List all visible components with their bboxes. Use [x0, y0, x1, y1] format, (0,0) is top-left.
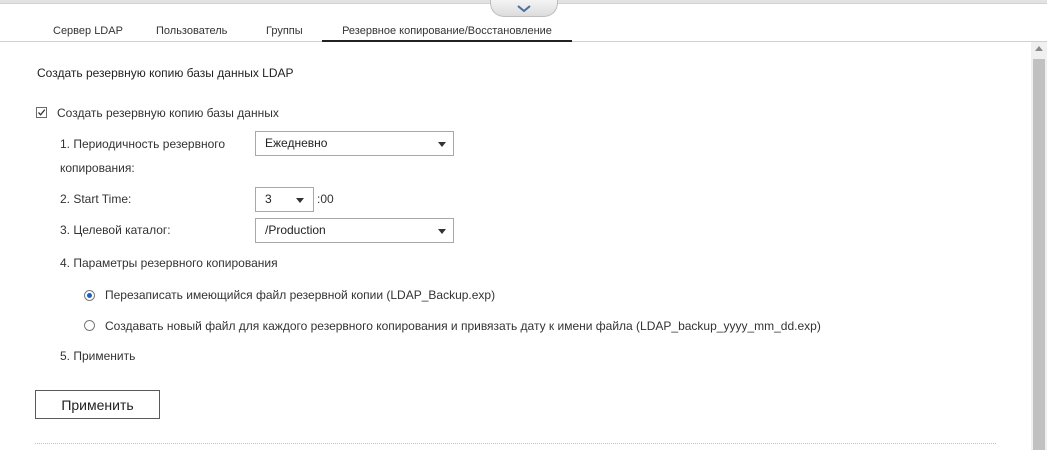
overwrite-radio[interactable]: [84, 290, 95, 301]
overwrite-option-label[interactable]: Перезаписать имеющийся файл резервной копии (LDAP_Backup.exp): [105, 288, 496, 302]
frequency-select[interactable]: [255, 131, 454, 156]
chevron-down-icon: [517, 5, 531, 13]
tab-groups[interactable]: Группы: [266, 25, 303, 37]
frequency-value: Ежедневно: [265, 136, 328, 150]
tab-backup-restore[interactable]: Резервное копирование/Восстановление: [322, 25, 572, 42]
frequency-label-line1: 1. Периодичность резервного: [60, 137, 226, 151]
section-title: Создать резервную копию базы данных LDAP: [37, 66, 294, 80]
radio-selected-dot: [87, 293, 92, 298]
vertical-scrollbar[interactable]: [1031, 42, 1047, 450]
collapse-panel-button[interactable]: [490, 0, 558, 17]
tab-bar: [0, 22, 1047, 42]
dropdown-arrow-icon: [296, 198, 304, 203]
new-file-option-label[interactable]: Создавать новый файл для каждого резервного копирования и привязать дату к имени файла (LDAP_backup_yyyy_mm_dd.exp): [105, 319, 821, 333]
frequency-label-line2: копирования:: [60, 161, 135, 175]
new-file-radio[interactable]: [84, 320, 95, 331]
enable-backup-label[interactable]: Создать резервную копию базы данных: [57, 106, 279, 120]
start-hour-value: 3: [265, 192, 272, 206]
tab-users[interactable]: Пользователь: [156, 25, 228, 37]
enable-backup-checkbox[interactable]: [36, 107, 47, 118]
apply-step-label: 5. Применить: [60, 349, 136, 363]
dropdown-arrow-icon: [438, 142, 446, 147]
scroll-up-arrow-icon[interactable]: [1035, 46, 1043, 51]
scroll-thumb[interactable]: [1033, 59, 1045, 450]
target-dir-select[interactable]: [255, 218, 454, 243]
checkmark-icon: [37, 108, 46, 117]
dropdown-arrow-icon: [438, 229, 446, 234]
target-dir-value: /Production: [265, 223, 326, 237]
target-dir-label: 3. Целевой каталог:: [60, 223, 171, 237]
start-minutes-suffix: :00: [317, 192, 334, 206]
tab-ldap-server[interactable]: Сервер LDAP: [53, 25, 123, 37]
apply-button[interactable]: Применить: [35, 390, 160, 419]
divider: [35, 443, 996, 444]
start-hour-select[interactable]: [255, 187, 314, 212]
backup-options-label: 4. Параметры резервного копирования: [60, 256, 278, 270]
start-time-label: 2. Start Time:: [60, 192, 132, 206]
